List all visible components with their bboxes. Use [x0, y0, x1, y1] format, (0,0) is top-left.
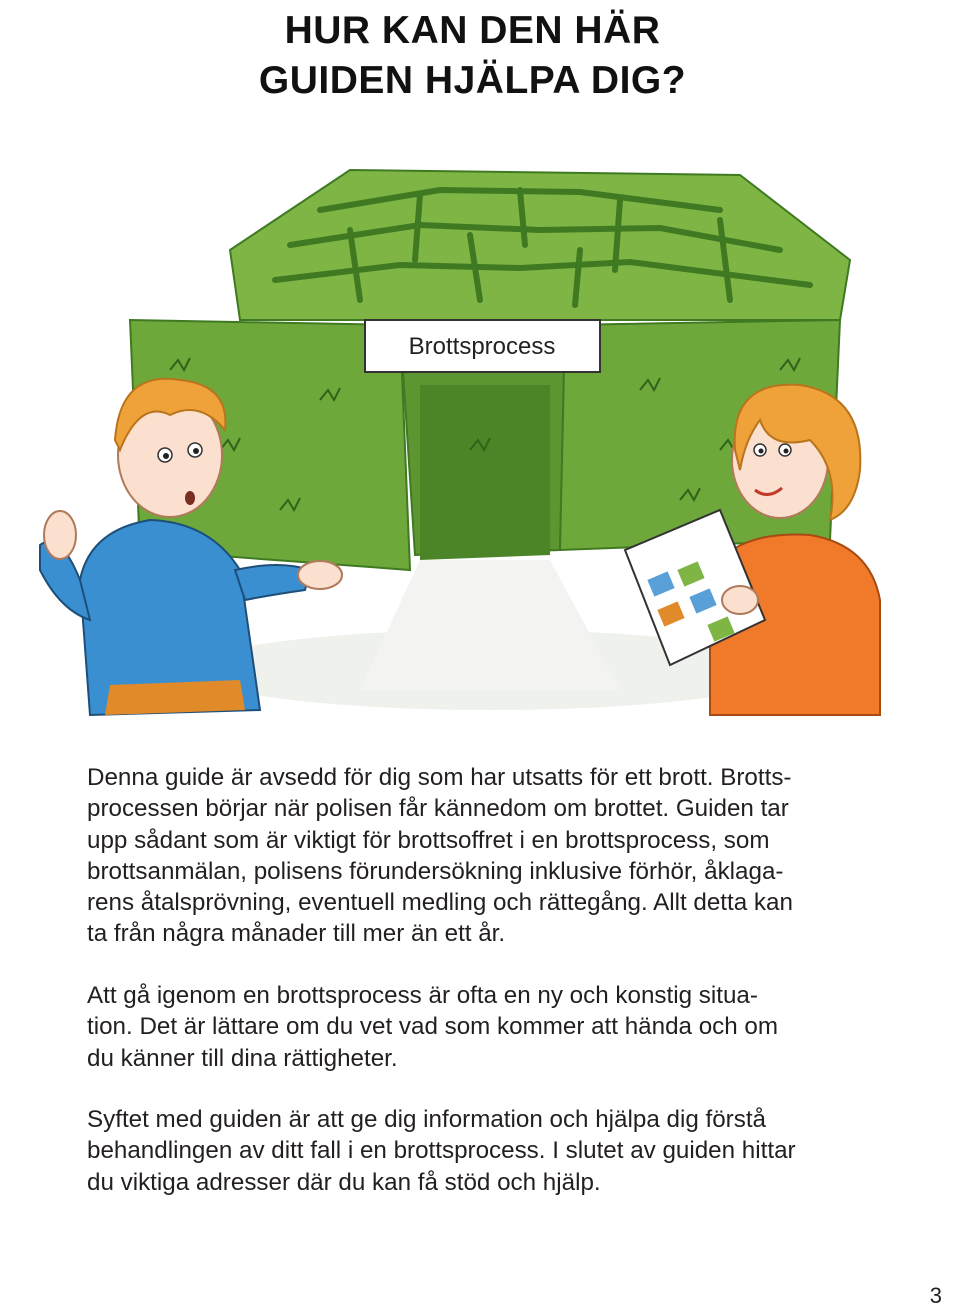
maze-illustration [20, 150, 940, 725]
paragraph-3-line: du viktiga adresser där du kan få stöd och hjälp. [87, 1168, 601, 1196]
paragraph-2-line: du känner till dina rättigheter. [87, 1044, 398, 1072]
title-line-2: GUIDEN HJÄLPA DIG? [258, 59, 687, 102]
paragraph-3-line: Syftet med guiden är att ge dig information och hjälpa dig förstå [87, 1106, 766, 1133]
paragraph-3-line: behandlingen av ditt fall i en brottsprocess. I slutet av guiden hittar [87, 1137, 796, 1165]
paragraph-1-line: brottsanmälan, polisens förundersökning inklusive förhör, åklaga- [87, 857, 784, 885]
page-title [0, 6, 945, 106]
page-number: 3 [929, 1283, 942, 1308]
paragraph-2 [87, 980, 887, 1074]
paragraph-2-line: tion. Det är lättare om du vet vad som kommer att hända och om [87, 1013, 779, 1041]
paragraph-3 [87, 1104, 887, 1198]
title-line-1: HUR KAN DEN HÄR [284, 9, 661, 52]
sign-label: Brottsprocess [408, 333, 556, 360]
paragraph-1 [87, 762, 887, 950]
paragraph-1-line: upp sådant som är viktigt för brottsoffret i en brottsprocess, som [87, 826, 770, 854]
paragraph-1-line: rens åtalsprövning, eventuell medling och rättegång. Allt detta kan [87, 889, 793, 917]
paragraph-1-line: ta från några månader till mer än ett år. [87, 920, 506, 948]
paragraph-1-line: Denna guide är avsedd för dig som har utsatts för ett brott. Brotts- [87, 764, 792, 791]
brottsprocess-sign [365, 320, 600, 372]
paragraph-2-line: Att gå igenom en brottsprocess är ofta en ny och konstig situa- [87, 982, 758, 1009]
paragraph-1-line: processen börjar när polisen får kännedom om brottet. Guiden tar [87, 795, 789, 823]
entrance-path [360, 560, 620, 690]
